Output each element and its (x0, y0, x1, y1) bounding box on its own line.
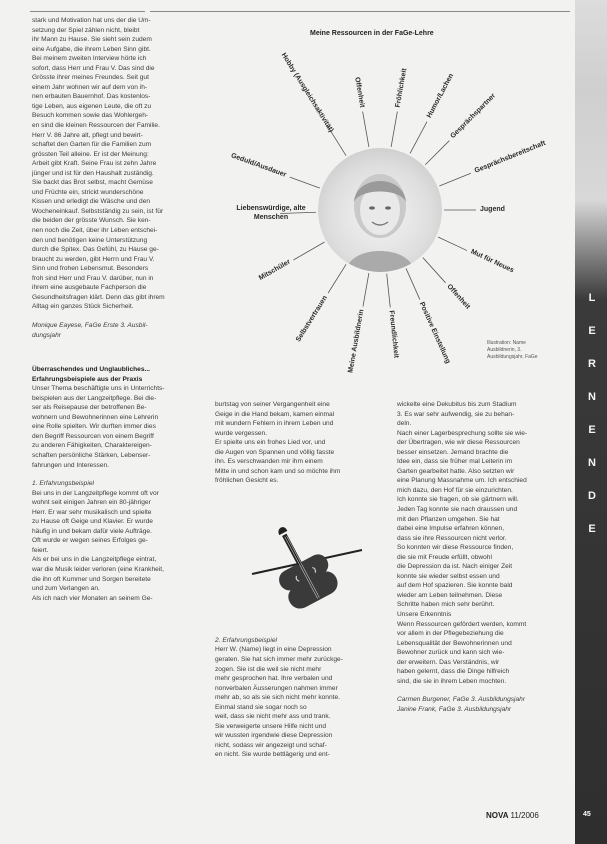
text-line: zogen. Sie ist die weil sie nicht mehr (215, 665, 322, 673)
col2-body-2 (215, 645, 387, 760)
violin-illustration (250, 520, 370, 630)
col2-body (215, 400, 387, 486)
mindmap-label: Hobby (Ausgleichsaktivität) (279, 51, 335, 134)
text-line: dabei eine Impulse erfahren können, (397, 525, 505, 533)
text-line: Monique Eayese, FaGe Erste 3. Ausbil- (32, 321, 148, 329)
mindmap-ray (391, 112, 397, 147)
mindmap-label: Humor/Lachen (425, 72, 455, 120)
text-line: die ihn oft Kummer und Sorgen bereitete (32, 575, 151, 583)
footer-magazine (486, 811, 539, 820)
text-line: den und benötigen keine Unterstützung (32, 236, 148, 244)
col1-body-3 (32, 489, 210, 604)
col1-body (32, 16, 210, 312)
text-line: Sinn und frohen Lebensmut. Besonders (32, 265, 149, 273)
text-line: Unsere Erkenntnis (397, 611, 452, 619)
mindmap-label: Gesprächsbereitschaft (473, 139, 547, 175)
text-line: Lebensqualität der Bewohnerinnen und (397, 639, 512, 647)
text-line: setzung der Spiel zählen nicht, bleibt (32, 26, 140, 34)
text-line: Bei uns in der Langzeitpflege kommt oft vor (32, 489, 159, 497)
text-line: auf dem Hof spazieren. Sie konnte bald (397, 582, 513, 590)
text-line: eine Rolle spielten. Wir durften immer dies (32, 423, 156, 431)
section-heading: Überraschendes und Unglaubliches... (32, 366, 150, 374)
text-line: Wenn Ressourcen gefördert werden, kommt (397, 620, 527, 628)
text-line: Einmal stand sie sogar noch so (215, 703, 307, 711)
text-line: ihn. Es verschwanden mir ihm einem (215, 458, 323, 466)
sidebar-letter: N (588, 457, 596, 469)
text-line: häufig in und bekam dafür viele Aufträge. (32, 527, 152, 535)
text-line: Unser Thema beschäftigte uns in Unterrichts- (32, 385, 165, 393)
mindmap-caption: Illustration: Name Ausbildnerin, 3. Ausbildungsjahr, FaGe (487, 340, 538, 360)
page-number: 45 (583, 811, 591, 818)
text-line: Mitte in und schon kam und so möchte ihm (215, 467, 341, 475)
top-rule-left (30, 11, 145, 12)
top-rule-right (150, 11, 570, 12)
text-line: fahrungen und Interessen. (32, 461, 109, 469)
text-line: wurde vergessen. (215, 429, 268, 437)
col3-body (397, 400, 565, 686)
text-line: Alltag ein ganzes Stück Sicherheit. (32, 303, 134, 311)
mindmap-label: Fröhlichkeit (394, 67, 409, 108)
text-line: einem Jahr wohnen wir auf dem von ih- (32, 83, 148, 91)
text-line: deln. (397, 420, 412, 428)
text-line: Jeden Tag konnte sie nach draussen und (397, 506, 518, 514)
text-line: wohnt seit einigen Jahren ein 80-jähriger (32, 499, 151, 507)
text-line: beispielen aus der Langzeitpflege. Bei die- (32, 394, 157, 402)
text-line: tige Leben, aus eigenen Leute, die oft zu (32, 102, 152, 110)
column-1 (32, 16, 210, 603)
mindmap-ray (363, 273, 369, 306)
text-line: fröhlichen Gesicht es. (215, 477, 279, 485)
mindmap-ray (406, 268, 420, 299)
text-line: ihrem eine ausgebaute Fachperson die (32, 284, 147, 292)
mindmap-ray (363, 112, 369, 147)
text-line: Bewohner zurück und kann sich wie- (397, 649, 505, 657)
text-line: nonverbalen Äusserungen nahmen immer (215, 684, 338, 692)
text-line: Sie verweigerte unsere Hilfe nicht und (215, 722, 327, 730)
text-line: die Augen von Spannen und völlig fasste (215, 448, 335, 456)
mindmap-label: Offenheit (445, 282, 472, 311)
section-sidebar (575, 0, 607, 844)
text-line: Gesundheitsfragen klärt. Denn das gibt ihrem (32, 293, 165, 301)
example-1-heading: 1. Erfahrungsbeispiel (32, 480, 94, 488)
text-line: Er spielte uns ein frohes Lied vor, und (215, 439, 326, 447)
resource-mindmap (215, 28, 577, 378)
sidebar-letter: L (588, 292, 596, 304)
sidebar-letter: D (588, 490, 596, 502)
student-photo (318, 148, 442, 272)
text-line: So konnten wir diese Ressource finden, (397, 544, 514, 552)
text-line: Arbeit gibt Kraft. Seine Frau ist zehn Jahre (32, 160, 157, 168)
text-line: mich dazu, den Hof für sie einzurichten. (397, 486, 513, 494)
text-line: Carmen Burgener, FaGe 3. Ausbildungsjahr (397, 696, 526, 704)
text-line: en sind die kleinen Ressourcen der Familie. (32, 122, 160, 130)
text-line: Idee ein, dass sie früher mal Leiterin im (397, 458, 513, 466)
text-line: der Übertragen, wie wir diese Ressourcen (397, 439, 520, 447)
text-line: Schritte haben mich sehr berührt. (397, 601, 495, 609)
mindmap-label: Positive Einstellung (418, 301, 452, 365)
text-line: wieder am Leben teilnehmen. Diese (397, 591, 503, 599)
text-line: nicht, sodass wir angezeigt und schaf- (215, 741, 327, 749)
text-line: Herr V. 86 Jahre alt, pflegt und bewirt- (32, 131, 143, 139)
mindmap-ray (439, 173, 471, 186)
text-line: stark und Motivation hat uns der die Um- (32, 17, 151, 24)
mindmap-label: Meine Ausbildnerin (347, 309, 366, 374)
text-line: der erweitern. Das Verständnis, wir (397, 658, 500, 666)
mindmap-label: Geduld/Ausdauer (230, 152, 288, 179)
text-line: Grösste ihrer meines Freundes. Seit gut (32, 74, 149, 82)
text-line: dungsjahr (32, 331, 61, 339)
text-line: jünger und ist für den Haushalt zuständig. (32, 169, 154, 177)
text-line: Nach einer Lagerbesprechung sollte sie wie- (397, 429, 528, 437)
mindmap-label: Mut für Neues (469, 248, 515, 275)
text-line: sind, die sie in ihrem Leben mochten. (397, 677, 507, 685)
mindmap-label: Offenheit (353, 76, 366, 108)
sidebar-letter: R (588, 358, 596, 370)
magazine-name: NOVA (486, 811, 509, 820)
text-line: besser einsetzen. Jemand brachte die (397, 448, 509, 456)
text-line: Herr. Er war sehr musikalisch und spielte (32, 508, 152, 516)
mindmap-title: Meine Ressourcen in der FaGe-Lehre (310, 30, 434, 37)
mindmap-ray (293, 242, 324, 260)
mindmap-label: Freundlichkeit (387, 310, 400, 359)
text-line: mehr gesprochen hat. Ihre verbalen und (215, 675, 333, 683)
mindmap-ray (290, 177, 320, 188)
text-line: Ich konnte sie fragen, ob sie gärtnern will. (397, 496, 519, 504)
text-line: wir wussten irgendwie diese Depression (215, 732, 333, 740)
mindmap-label: Jugend (480, 206, 505, 213)
text-line: en nicht. Sie wurde bettlägerig und ent- (215, 751, 330, 759)
mindmap-label: Selbstvertrauen (294, 294, 329, 343)
text-line: mit wundern Fehlern in ihrem Leben und (215, 420, 334, 428)
col1-body-2 (32, 384, 210, 470)
text-line: ser als Reisepause der betroffenen Be- (32, 404, 147, 412)
text-line: ihr Mann zu Hause. Sie sieht sein zudem (32, 36, 152, 44)
mindmap-ray (425, 141, 449, 165)
text-line: eine Aufgabe, die ihrem Leben Sinn gibt. (32, 45, 151, 53)
text-line: mit den Pflanzen umgehen. Sie hat (397, 515, 500, 523)
text-line: die beiden der grösste Wunsch. Sie ken- (32, 217, 151, 225)
text-line: die sie mit Freude erfüllt, obwohl (397, 553, 492, 561)
mindmap-ray (328, 264, 346, 293)
text-line: konnte sie wieder selbst essen und (397, 572, 500, 580)
text-line: braucht zu werden, gibt Herrn und Frau V. (32, 255, 155, 263)
text-line: die Depression da ist. Nach einiger Zeit (397, 563, 513, 571)
text-line: zu Hause oft Geige und Klavier. Er wurde (32, 518, 153, 526)
text-line: Herr W. (Name) liegt in eine Depression (215, 646, 332, 654)
text-line: weit, dass sie nicht mehr ass und trank. (215, 713, 331, 721)
text-line: schaften persönliche Stärken, Lebenser- (32, 451, 151, 459)
text-line: zu anderen Fähigkeiten, Charaktereigen- (32, 442, 152, 450)
section-subheading: Erfahrungsbeispiele aus der Praxis (32, 375, 143, 383)
sidebar-letter: E (588, 424, 596, 436)
text-line: Janine Frank, FaGe 3. Ausbildungsjahr (397, 705, 512, 713)
text-line: Als er bei uns in die Langzeitpflege eintrat, (32, 556, 157, 564)
text-line: den Begriff Ressourcen von einem Begriff (32, 432, 154, 440)
text-line: vor allem in der Pflegebeziehung die (397, 630, 504, 638)
text-line: Wocheneinkauf. Selbstständig zu sein, ist für (32, 207, 164, 215)
col1-signature (32, 321, 210, 340)
mindmap-label: Mitschüler (257, 258, 292, 283)
mindmap-label: Gesprächspartner (449, 92, 498, 140)
text-line: mehr ab, so als sie sich nicht mehr konnte. (215, 694, 340, 702)
text-line: und zum Verlangen an. (32, 585, 100, 593)
text-line: Geige in die Hand bekam, kamen einmal (215, 410, 335, 418)
text-line: Sie backt das Brot selbst, macht Gemüse (32, 179, 153, 187)
mindmap-label: Liebenswürdige, alte Menschen (236, 205, 306, 221)
text-line: nen erbauten Bauernhof. Das kostenlos- (32, 93, 151, 101)
text-line: Kissen und erledigt die Wäsche und den (32, 198, 151, 206)
example-2-heading: 2. Erfahrungsbeispiel (215, 636, 277, 644)
text-line: sofort, dass Herr und Frau V. Das sind die (32, 64, 155, 72)
text-line: wickelte eine Dekubitus bis zum Stadium (397, 401, 517, 408)
text-line: schaftet den Garten für die Familien zum (32, 141, 152, 149)
text-line: burtstag von seiner Vergangenheit eine (215, 401, 330, 408)
text-line: wohnern und Bewohnerinnen eine Lehrerin (32, 413, 159, 421)
text-line: dass sie ihre Ressourcen nicht verlor. (397, 534, 507, 542)
text-line: Bei meinem zweiten Interview hörte ich (32, 55, 147, 63)
text-line: Garten gearbeitet hatte. Also setzten wir (397, 467, 515, 475)
sidebar-letter: E (588, 523, 596, 535)
text-line: eine Planung Massnahme um. Ich entschied (397, 477, 527, 485)
issue-number: 11/2006 (510, 811, 539, 820)
text-line: Als ich nach vier Monaten an seinem Ge- (32, 594, 153, 602)
sidebar-letter: N (588, 391, 596, 403)
sidebar-letter: E (588, 325, 596, 337)
text-line: froh sind Herr und Frau V. darüber, nun in (32, 274, 154, 282)
text-line: grössten Teil alleine. Er ist der Meinung: (32, 150, 149, 158)
text-line: war die Musik leider verloren (eine Krankheit, (32, 565, 164, 573)
text-line: nen noch die Zeit, über ihr Leben entschei- (32, 227, 158, 235)
text-line: 3. Es war sehr aufwendig, sie zu behan- (397, 410, 515, 418)
text-line: feiert. (32, 546, 49, 554)
col3-signature (397, 695, 565, 714)
text-line: Besuch kommen sowie das Wohlergeh- (32, 112, 149, 120)
mindmap-ray (423, 258, 446, 283)
mindmap-ray (410, 122, 427, 154)
text-line: Oft wurde er wegen seines Erfolges ge- (32, 537, 148, 545)
column-3 (397, 400, 565, 715)
mindmap-ray (387, 274, 391, 308)
text-line: und Früchte ein, strickt wunderschöne (32, 188, 144, 196)
text-line: haben gelernt, dass die Dinge hilfreich (397, 668, 510, 676)
text-line: durch die Spitex. Das Gefühl, zu Hause ge- (32, 246, 159, 254)
text-line: geraten. Sie hat sich immer mehr zurückge- (215, 656, 343, 664)
mindmap-ray (438, 237, 467, 251)
